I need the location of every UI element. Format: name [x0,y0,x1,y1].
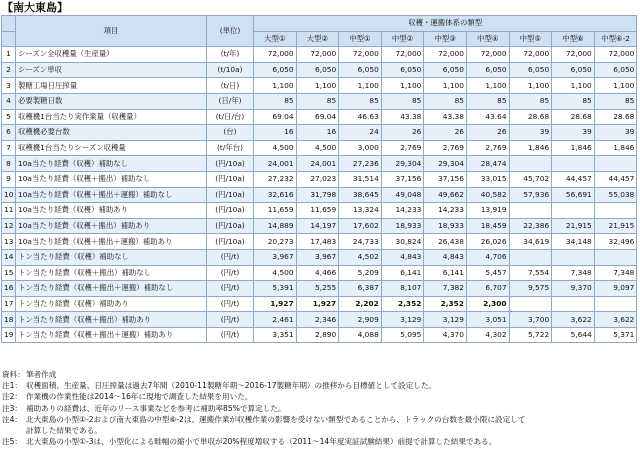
value-cell: 16 [254,125,297,141]
value-cell: 2,769 [381,140,424,156]
header-type: 大型① [254,31,297,47]
row-item: トン当たり経費（収穫）補助なし [16,249,207,265]
value-cell: 1,100 [254,78,297,94]
value-cell: 17,483 [296,234,339,250]
value-cell: 28.68 [552,109,595,125]
value-cell: 1,846 [509,140,552,156]
table-row [2,234,637,250]
value-cell: 18,933 [424,218,467,234]
value-cell: 6,050 [381,62,424,78]
value-cell: 31,798 [296,187,339,203]
header-type: 中型① [339,31,382,47]
value-cell: 1,100 [594,78,637,94]
value-cell: 6,050 [466,62,509,78]
value-cell: 5,095 [381,327,424,343]
value-cell: 5,371 [594,327,637,343]
value-cell: 37,156 [381,171,424,187]
note-line [2,391,638,402]
row-number: 17 [2,296,16,312]
row-item: 収穫機1台当たりシーズン収穫量 [16,140,207,156]
row-unit: (円/10a) [207,218,254,234]
value-cell: 5,457 [466,265,509,281]
row-item: トン当たり経費（収穫＋搬出＋運搬）補助あり [16,327,207,343]
value-cell: 24,733 [339,234,382,250]
table-row [2,47,637,63]
row-unit: (t/10a) [207,62,254,78]
value-cell: 6,050 [254,62,297,78]
value-cell: 16 [296,125,339,141]
row-item: トン当たり経費（収穫＋搬出＋運搬）補助なし [16,281,207,297]
value-cell: 13,324 [339,203,382,219]
value-cell: 11,659 [296,203,339,219]
row-number: 2 [2,62,16,78]
value-cell: 18,459 [466,218,509,234]
note-text: 作業機の作業性能は2014～16年に現地で調査した結果を用いた。 [26,392,253,402]
value-cell: 7,382 [424,281,467,297]
value-cell [552,249,595,265]
value-cell: 28.68 [509,109,552,125]
value-cell: 72,000 [552,47,595,63]
row-number: 3 [2,78,16,94]
row-number: 16 [2,281,16,297]
value-cell: 24,001 [296,156,339,172]
header-type: 中型⑤ [509,31,552,47]
value-cell: 5,644 [552,327,595,343]
value-cell: 11,659 [254,203,297,219]
note-line [2,403,638,414]
value-cell: 69.04 [296,109,339,125]
value-cell: 85 [339,93,382,109]
cost-table [1,15,637,343]
value-cell: 24 [339,125,382,141]
value-cell: 1,100 [296,78,339,94]
value-cell: 1,100 [381,78,424,94]
row-number: 10 [2,187,16,203]
header-type: 中型⑥ [552,31,595,47]
value-cell: 72,000 [509,47,552,63]
value-cell: 4,706 [466,249,509,265]
row-number: 12 [2,218,16,234]
value-cell [509,249,552,265]
table-row [2,203,637,219]
note-text: 計算した結果である。 [26,426,102,436]
value-cell: 85 [254,93,297,109]
table-row [2,109,637,125]
value-cell: 26 [381,125,424,141]
notes [2,369,638,447]
value-cell: 2,300 [466,296,509,312]
value-cell: 26 [466,125,509,141]
value-cell: 72,000 [594,47,637,63]
value-cell: 27,023 [296,171,339,187]
table-row [2,125,637,141]
note-text: 補助ありの経費は、近年のリース事業などを参考に補助率85%で算定した。 [26,403,286,413]
table-row [2,218,637,234]
value-cell: 5,255 [296,281,339,297]
value-cell: 3,967 [296,249,339,265]
value-cell: 27,236 [339,156,382,172]
value-cell: 3,351 [254,327,297,343]
value-cell: 85 [509,93,552,109]
value-cell: 72,000 [424,47,467,63]
value-cell: 1,846 [552,140,595,156]
row-unit: (円/10a) [207,187,254,203]
value-cell: 2,909 [339,312,382,328]
value-cell: 49,662 [424,187,467,203]
row-number: 4 [2,93,16,109]
note-label: 注3： [2,403,23,413]
row-number: 11 [2,203,16,219]
header-type: 中型⑥-2 [594,31,637,47]
note-label: 注4： [2,414,23,424]
row-number: 6 [2,125,16,141]
value-cell: 72,000 [254,47,297,63]
row-unit: (円/10a) [207,234,254,250]
value-cell: 7,554 [509,265,552,281]
value-cell: 72,000 [381,47,424,63]
value-cell: 2,461 [254,312,297,328]
value-cell: 4,843 [424,249,467,265]
value-cell: 43.38 [424,109,467,125]
table-body [2,47,637,343]
value-cell: 55,038 [594,187,637,203]
value-cell: 31,514 [339,171,382,187]
value-cell: 33,015 [466,171,509,187]
value-cell: 37,156 [424,171,467,187]
note-label: 注2： [2,392,23,402]
row-item: シーズン全収穫量（生産量） [16,47,207,63]
value-cell: 2,769 [424,140,467,156]
value-cell: 2,352 [381,296,424,312]
table-row [2,62,637,78]
value-cell: 29,304 [424,156,467,172]
value-cell [594,296,637,312]
value-cell: 85 [381,93,424,109]
value-cell: 45,702 [509,171,552,187]
value-cell: 43.38 [381,109,424,125]
table-row [2,327,637,343]
header-item: 項目 [16,16,207,47]
row-item: 10a当たり経費（収穫）補助なし [16,156,207,172]
value-cell: 3,051 [466,312,509,328]
table-row [2,78,637,94]
row-item: 10a当たり経費（収穫＋搬出）補助あり [16,218,207,234]
value-cell: 4,500 [296,140,339,156]
value-cell: 3,622 [594,312,637,328]
value-cell: 20,273 [254,234,297,250]
value-cell: 5,209 [339,265,382,281]
row-number: 7 [2,140,16,156]
value-cell: 6,050 [424,62,467,78]
row-item: 収穫機必要台数 [16,125,207,141]
value-cell: 44,457 [552,171,595,187]
row-unit: (t/年台) [207,140,254,156]
note-line [2,414,638,425]
row-item: シーズン単収 [16,62,207,78]
value-cell: 6,141 [424,265,467,281]
row-unit: (t/日/台) [207,109,254,125]
row-number: 8 [2,156,16,172]
value-cell: 14,197 [296,218,339,234]
note-label: 資料： [2,370,25,379]
table-row [2,296,637,312]
value-cell: 85 [424,93,467,109]
row-unit: (円/t) [207,249,254,265]
note-line [2,369,638,380]
value-cell: 57,936 [509,187,552,203]
value-cell: 1,100 [552,78,595,94]
value-cell [552,203,595,219]
value-cell: 27,232 [254,171,297,187]
row-unit: (台) [207,125,254,141]
value-cell: 46.63 [339,109,382,125]
note-label [2,425,26,436]
row-item: 10a当たり経費（収穫＋搬出＋運搬）補助なし [16,187,207,203]
value-cell: 28.68 [594,109,637,125]
value-cell: 3,129 [381,312,424,328]
value-cell: 2,769 [466,140,509,156]
value-cell: 4,088 [339,327,382,343]
value-cell: 1,846 [594,140,637,156]
value-cell: 34,619 [509,234,552,250]
value-cell: 72,000 [339,47,382,63]
value-cell: 2,352 [424,296,467,312]
value-cell [594,156,637,172]
row-unit: (t/年) [207,47,254,63]
note-line [2,380,638,391]
row-unit: (円/10a) [207,156,254,172]
value-cell: 3,129 [424,312,467,328]
value-cell: 1,100 [339,78,382,94]
table-row [2,187,637,203]
value-cell: 1,927 [296,296,339,312]
value-cell: 69.04 [254,109,297,125]
value-cell: 2,202 [339,296,382,312]
value-cell: 4,500 [254,140,297,156]
value-cell: 49,048 [381,187,424,203]
table-row [2,156,637,172]
table-title: 【南大東島】 [2,1,68,14]
value-cell: 1,100 [424,78,467,94]
value-cell [509,296,552,312]
note-line [2,425,638,436]
value-cell: 14,233 [381,203,424,219]
row-item: 10a当たり経費（収穫）補助あり [16,203,207,219]
value-cell: 2,346 [296,312,339,328]
header-type: 中型② [381,31,424,47]
row-unit: (円/t) [207,296,254,312]
value-cell: 3,000 [339,140,382,156]
note-line [2,436,638,447]
header-no [2,16,16,32]
row-unit: (円/t) [207,312,254,328]
row-unit: (円/10a) [207,171,254,187]
value-cell: 7,348 [594,265,637,281]
header-no-2 [2,31,16,47]
value-cell [509,203,552,219]
value-cell: 13,919 [466,203,509,219]
value-cell: 6,387 [339,281,382,297]
row-item: 10a当たり経費（収穫＋搬出）補助なし [16,171,207,187]
value-cell: 9,370 [552,281,595,297]
row-item: トン当たり経費（収穫＋搬出）補助あり [16,312,207,328]
value-cell: 1,927 [254,296,297,312]
row-number: 18 [2,312,16,328]
value-cell: 32,496 [594,234,637,250]
value-cell: 6,050 [594,62,637,78]
value-cell: 26,438 [424,234,467,250]
value-cell: 6,050 [552,62,595,78]
value-cell: 38,645 [339,187,382,203]
row-number: 5 [2,109,16,125]
table-row [2,140,637,156]
value-cell: 34,148 [552,234,595,250]
value-cell [594,203,637,219]
row-item: トン当たり経費（収穫）補助あり [16,296,207,312]
value-cell [552,296,595,312]
value-cell: 3,622 [552,312,595,328]
header-row-1 [2,16,637,32]
value-cell: 6,141 [381,265,424,281]
table-row [2,249,637,265]
row-number: 14 [2,249,16,265]
note-text: 北大東島の小型①-2および南大東島の中型⑥-2は、運搬作業が収穫作業の影響を受けない類型であることから、トラックの台数を最小限に設定して [26,414,526,424]
value-cell: 85 [594,93,637,109]
note-label: 注5： [2,437,23,447]
value-cell: 3,700 [509,312,552,328]
value-cell: 9,575 [509,281,552,297]
value-cell: 6,050 [339,62,382,78]
value-cell: 39 [594,125,637,141]
row-number: 1 [2,47,16,63]
row-item: 収穫機1台当たり実作業量（収穫量） [16,109,207,125]
value-cell: 8,107 [381,281,424,297]
value-cell: 39 [552,125,595,141]
value-cell: 6,707 [466,281,509,297]
row-number: 13 [2,234,16,250]
header-type: 中型④ [466,31,509,47]
value-cell [509,156,552,172]
value-cell: 72,000 [296,47,339,63]
value-cell: 40,582 [466,187,509,203]
value-cell: 72,000 [466,47,509,63]
value-cell: 32,616 [254,187,297,203]
value-cell: 18,933 [381,218,424,234]
value-cell: 44,457 [594,171,637,187]
value-cell: 4,843 [381,249,424,265]
row-unit: (円/10a) [207,203,254,219]
value-cell: 43.64 [466,109,509,125]
header-group: 収穫・運搬体系の類型 [254,16,637,32]
value-cell: 85 [296,93,339,109]
value-cell: 14,889 [254,218,297,234]
row-item: 必要製糖日数 [16,93,207,109]
value-cell: 85 [466,93,509,109]
value-cell [552,156,595,172]
table-row [2,265,637,281]
table-row [2,281,637,297]
value-cell: 14,233 [424,203,467,219]
row-number: 15 [2,265,16,281]
row-number: 19 [2,327,16,343]
value-cell: 7,348 [552,265,595,281]
note-text: 北大東島の小型①-3は、小型化による畦幅の縮小で単収が20%程度増収する（2011～14年度実証試験結果）前提で計算した結果である。 [26,437,497,447]
value-cell: 1,100 [509,78,552,94]
value-cell: 4,466 [296,265,339,281]
row-number: 9 [2,171,16,187]
value-cell: 85 [552,93,595,109]
note-text: 収穫面積、生産量、日圧搾量は過去7年間（2010-11製糖年期～2016-17製糖年期）の推移から目標値として設定した。 [26,381,437,391]
header-type: 中型③ [424,31,467,47]
value-cell: 21,915 [552,218,595,234]
table-row [2,312,637,328]
value-cell: 3,967 [254,249,297,265]
value-cell: 4,370 [424,327,467,343]
row-unit: (円/t) [207,327,254,343]
value-cell: 17,602 [339,218,382,234]
value-cell: 4,502 [339,249,382,265]
note-label: 注1： [2,381,23,391]
row-item: 製糖工場日圧搾量 [16,78,207,94]
value-cell: 6,050 [296,62,339,78]
row-item: トン当たり経費（収穫＋搬出）補助なし [16,265,207,281]
table-row [2,171,637,187]
value-cell: 1,100 [466,78,509,94]
value-cell: 39 [509,125,552,141]
value-cell: 4,302 [466,327,509,343]
row-unit: (円/t) [207,265,254,281]
row-unit: (日/年) [207,93,254,109]
value-cell: 9,097 [594,281,637,297]
table-row [2,93,637,109]
value-cell: 24,001 [254,156,297,172]
value-cell: 5,391 [254,281,297,297]
row-item: 10a当たり経費（収穫＋搬出＋運搬）補助あり [16,234,207,250]
value-cell [594,249,637,265]
value-cell: 4,500 [254,265,297,281]
value-cell: 2,890 [296,327,339,343]
value-cell: 6,050 [509,62,552,78]
value-cell: 22,386 [509,218,552,234]
value-cell: 56,691 [552,187,595,203]
value-cell: 29,304 [381,156,424,172]
value-cell: 28,474 [466,156,509,172]
value-cell: 30,824 [381,234,424,250]
row-unit: (円/t) [207,281,254,297]
header-type: 大型② [296,31,339,47]
value-cell: 26 [424,125,467,141]
value-cell: 5,722 [509,327,552,343]
row-unit: (t/日) [207,78,254,94]
note-text: 筆者作成 [26,370,57,379]
value-cell: 26,026 [466,234,509,250]
value-cell: 21,915 [594,218,637,234]
header-unit: (単位) [207,16,254,47]
